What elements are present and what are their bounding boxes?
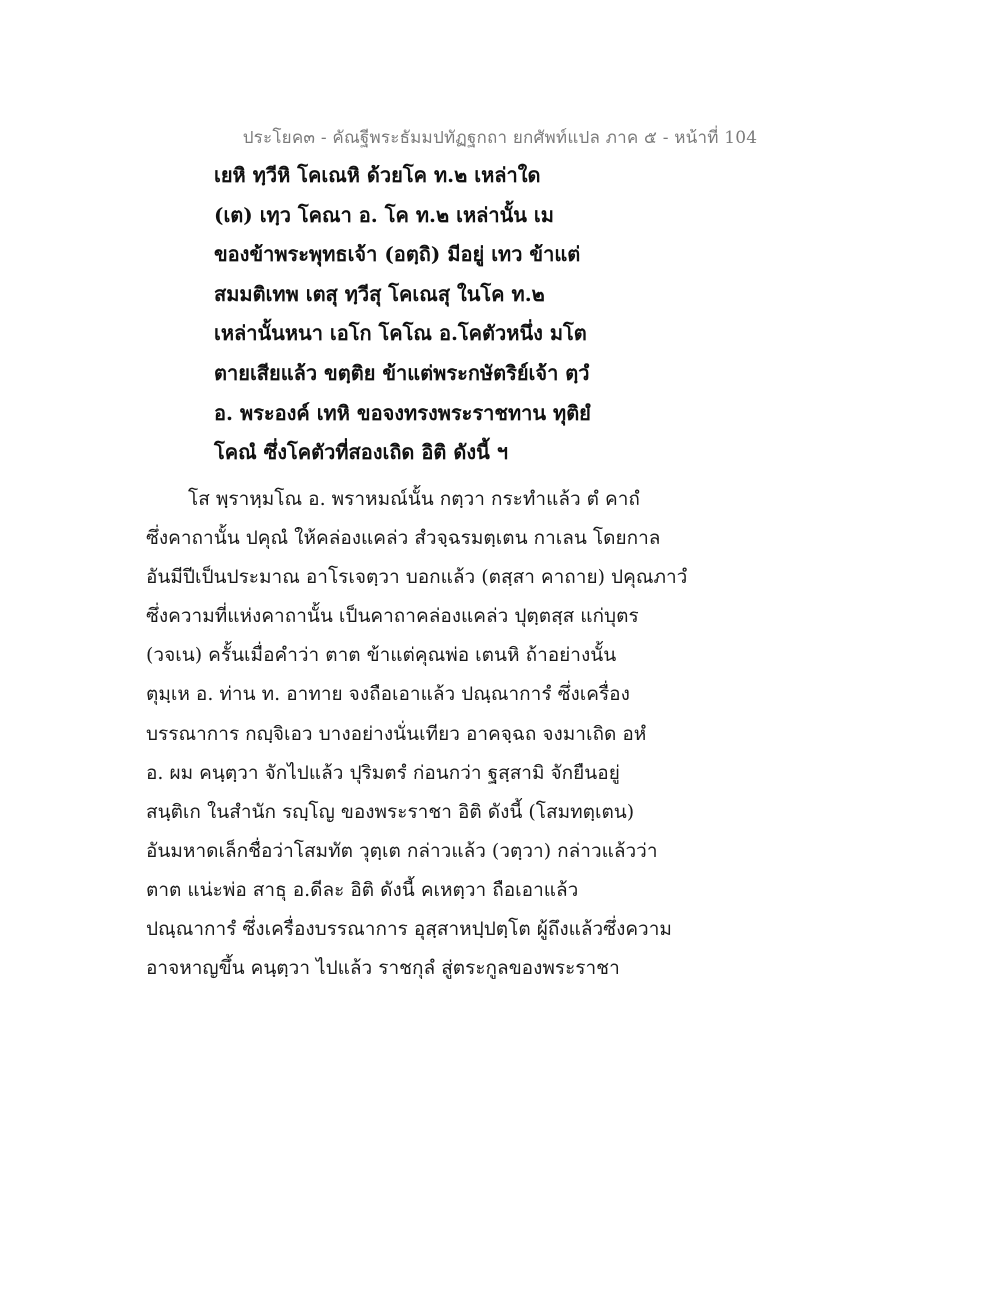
verse-line: ของข้าพระพุทธเจ้า (อตฺถิ) มีอยู่ เทว ข้าแต่ (214, 242, 581, 267)
prose-line: อาจหาญขึ้น คนฺตฺวา ไปแล้ว ราชกุลํ สู่ตระกูลของพระราชา (146, 957, 620, 980)
verse-line: เยหิ ทฺวีหิ โคเณหิ ด้วยโค ท.๒ เหล่าใด (214, 163, 541, 187)
verse-line: โคณํ ซึ่งโคตัวที่สองเถิด อิติ ดังนี้ ฯ (214, 440, 508, 465)
verse-line: ตายเสียแล้ว ขตฺติย ข้าแต่พระกษัตริย์เจ้า ตฺวํ (214, 360, 590, 385)
prose-line: สนฺติเก ในสำนัก รญฺโญ ของพระราชา อิติ ดังนี้ (โสมทตฺเตน) (146, 800, 635, 823)
verse-line: อ. พระองค์ เทหิ ขอจงทรงพระราชทาน ทุติยํ (214, 400, 591, 425)
prose-line: บรรณาการ กญฺจิเอว บางอย่างนั่นเทียว อาคจฺฉถ จงมาเถิด อหํ (146, 722, 647, 745)
prose-line: อันมีปีเป็นประมาณ อาโรเจตฺวา บอกแล้ว (ตสฺสา คาถาย) ปคุณภาวํ (146, 566, 688, 589)
prose-line: (วจเน) ครั้นเมื่อคำว่า ตาต ข้าแต่คุณพ่อ เตนหิ ถ้าอย่างนั้น (146, 644, 617, 667)
prose-line: ตาต แน่ะพ่อ สาธุ อ.ดีละ อิติ ดังนี้ คเหตฺวา ถือเอาแล้ว (146, 878, 579, 901)
prose-line: ตุมฺเห อ. ท่าน ท. อาทาย จงถือเอาแล้ว ปณฺณาการํ ซึ่งเครื่อง (146, 683, 630, 706)
verse-line: (เต) เทฺว โคณา อ. โค ท.๒ เหล่านั้น เม (214, 202, 554, 227)
prose-line: ซึ่งความที่แห่งคาถานั้น เป็นคาถาคล่องแคล่ว ปุตฺตสฺส แก่บุตร (146, 605, 639, 628)
prose-line: ซึ่งคาถานั้น ปคุณํ ให้คล่องแคล่ว สํวจฺฉรมตฺเตน กาเลน โดยกาล (146, 527, 661, 550)
prose-line: ปณฺณาการํ ซึ่งเครื่องบรรณาการ อุสฺสาหปฺปตฺโต ผู้ถึงแล้วซึ่งความ (146, 918, 672, 941)
verse-line: เหล่านั้นหนา เอโก โคโณ อ.โคตัวหนึ่ง มโต (214, 321, 587, 346)
page-header: ประโยค๓ - คัณฐีพระธัมมปทัฏฐกถา ยกศัพท์แปล ภาค ๕ - หน้าที่ 104 (242, 128, 758, 148)
verse-block (214, 160, 634, 477)
prose-line: อันมหาดเล็กชื่อว่าโสมทัต วุตฺเต กล่าวแล้ว (วตฺวา) กล่าวแล้วว่า (146, 839, 658, 862)
prose-line: อ. ผม คนฺตฺวา จักไปแล้ว ปุริมตรํ ก่อนกว่า ฐสฺสามิ จักยืนอยู่ (146, 761, 620, 784)
prose-block (146, 484, 706, 992)
prose-line: โส พฺราหฺมโณ อ. พราหมณ์นั้น กตฺวา กระทำแล้ว ตํ คาถํ (188, 488, 640, 510)
verse-line: สมมติเทพ เตสุ ทฺวีสุ โคเณสุ ในโค ท.๒ (214, 281, 545, 306)
